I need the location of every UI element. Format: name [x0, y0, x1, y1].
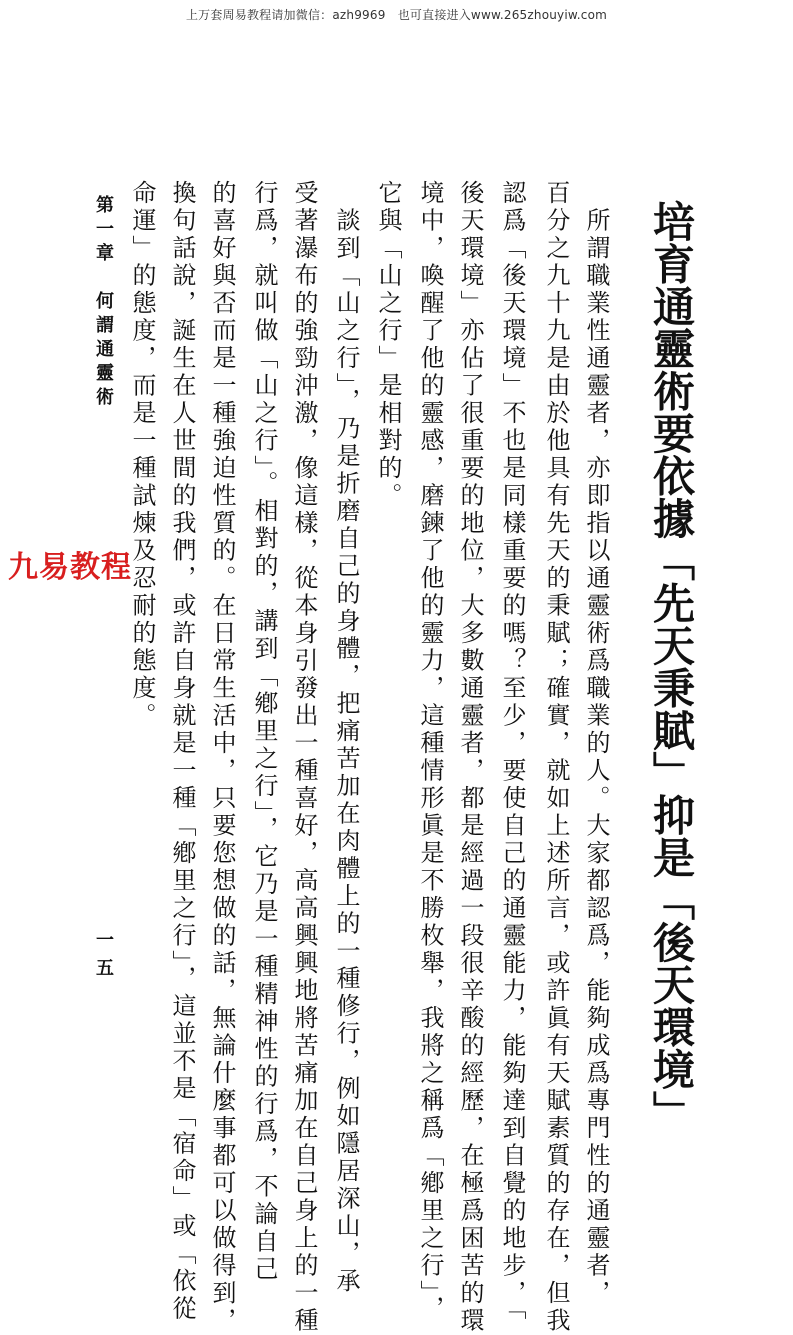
paragraph-line-1: 所謂職業性通靈者，亦即指以通靈術爲職業的人。大家都認爲，能夠成爲專門性的通靈者，	[582, 180, 610, 1308]
paragraph-line-8: 受著瀑布的強勁沖激，像這樣，從本身引發出一種喜好，高高興興地將苦痛加在自己身上的一種	[290, 180, 318, 1335]
paragraph-line-5: 境中，喚醒了他的靈感，磨鍊了他的靈力，這種情形眞是不勝枚舉，我將之稱爲「鄕里之行」，	[416, 180, 444, 1323]
paragraph-line-4: 後天環境」亦佔了很重要的地位，大多數通靈者，都是經過一段很辛酸的經歷，在極爲困苦的環	[456, 180, 484, 1335]
paragraph-line-12: 命運」的態度，而是一種試煉及忍耐的態度。	[128, 180, 156, 730]
chapter-header: 第一章 何謂通靈術	[93, 195, 114, 411]
paragraph-line-2: 百分之九十九是由於他具有先天的秉賦；確實，就如上述所言，或許眞有天賦素質的存在，但我	[542, 180, 570, 1335]
paragraph-line-11: 換句話說，誕生在人世間的我們，或許自身就是一種「鄕里之行」，這並不是「宿命」或「依從	[168, 180, 196, 1323]
paragraph-line-10: 的喜好與否而是一種強迫性質的。在日常生活中，只要您想做的話，無論什麼事都可以做得到，	[208, 180, 236, 1335]
paragraph-line-9: 行爲，就叫做「山之行」。相對的，講到「鄕里之行」，它乃是一種精神性的行爲，不論自己	[250, 180, 278, 1284]
paragraph-line-7: 談到「山之行」，乃是折磨自己的身體，把痛苦加在肉體上的一種修行，例如隱居深山，承	[332, 180, 360, 1296]
watermark-banner: 上万套周易教程请加微信：azh9969 也可直接进入www.265zhouyiw.com	[185, 8, 608, 22]
watermark-logo: 九易教程	[8, 550, 132, 585]
paragraph-line-6: 它與「山之行」是相對的。	[374, 180, 402, 510]
page-title: 培育通靈術要依據「先天秉賦」抑是「後天環境」	[647, 200, 696, 1133]
paragraph-line-3: 認爲「後天環境」不也是同樣重要的嗎？至少，要使自己的通靈能力，能夠達到自覺的地步，「	[498, 180, 526, 1323]
page-number: 一五	[93, 930, 114, 986]
